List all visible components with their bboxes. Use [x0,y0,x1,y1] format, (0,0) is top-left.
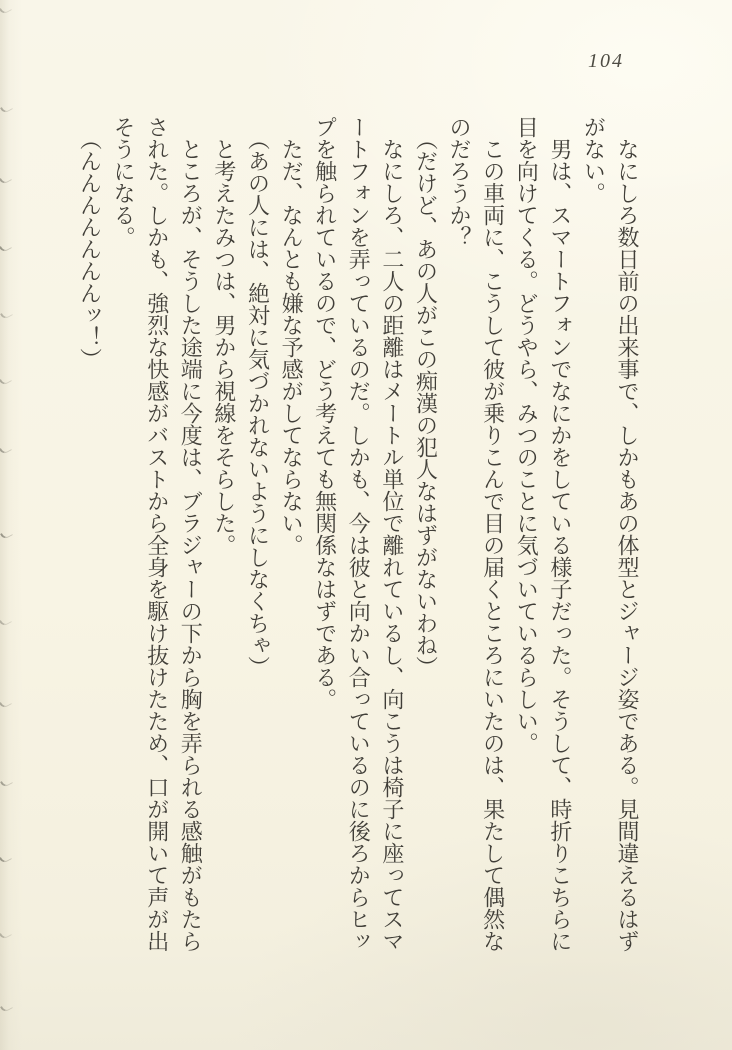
body-text [73,116,644,962]
page-edge-mark [0,777,13,788]
text-line: された。しかも、強烈な快感がバストから全身を駆け抜けたため、口が開いて声が出 [144,116,170,952]
page-edge-mark [0,4,12,15]
page-edge-mark [0,375,12,386]
page-edge-mark [0,616,12,627]
text-line: なにしろ数日前の出来事で、しかもあの体型とジャージ姿である。見間違えるはず [615,138,640,952]
page-edge-mark [0,444,12,455]
page-edge-mark [0,174,12,185]
text-line: ところが、そうした途端に今度は、ブラジャーの下から胸を弄られる感触がもたら [178,138,204,952]
text-line: 目を向けてくる。どうやら、みつのことに気づいているらしい。 [514,116,540,754]
page-edge-mark [0,529,13,540]
text-line: （だけど、あの人がこの痴漢の犯人なはずがないわね） [413,128,439,678]
text-line: のだろうか？ [447,116,473,248]
text-line: （んんんんんんんッ！） [77,128,103,370]
text-line: がない。 [581,116,607,204]
text-line: 男は、スマートフォンでなにかをしている様子だった。そうして、時折りこちらに [547,138,573,952]
page-edge-mark [0,1002,13,1013]
page-edge-mark [0,242,12,253]
text-line: と考えたみつは、男から視線をそらした。 [211,138,237,556]
text-line: プを触られているので、どう考えても無関係なはずである。 [312,116,338,710]
page-edge-mark [0,853,12,864]
page-edge-mark [0,698,12,709]
page-number: 104 [588,50,624,72]
text-line: そうになる。 [111,116,137,248]
text-line: ただ、なんとも嫌な予感がしてならない。 [279,138,305,556]
text-line: ートフォンを弄っているのだ。しかも、今は彼と向かい合っているのに後ろからヒッ [346,116,372,952]
text-line: なにしろ、二人の距離はメートル単位で離れているし、向こうは椅子に座ってスマ [379,138,405,952]
page-edge-mark [0,929,12,940]
page-edge-mark [0,309,13,320]
text-line: この車両に、こうして彼が乗りこんで目の届くところにいたのは、果たして偶然な [480,138,506,952]
page-edge-mark [0,103,13,114]
text-line: （あの人には、絶対に気づかれないようにしなくちゃ） [245,128,271,678]
